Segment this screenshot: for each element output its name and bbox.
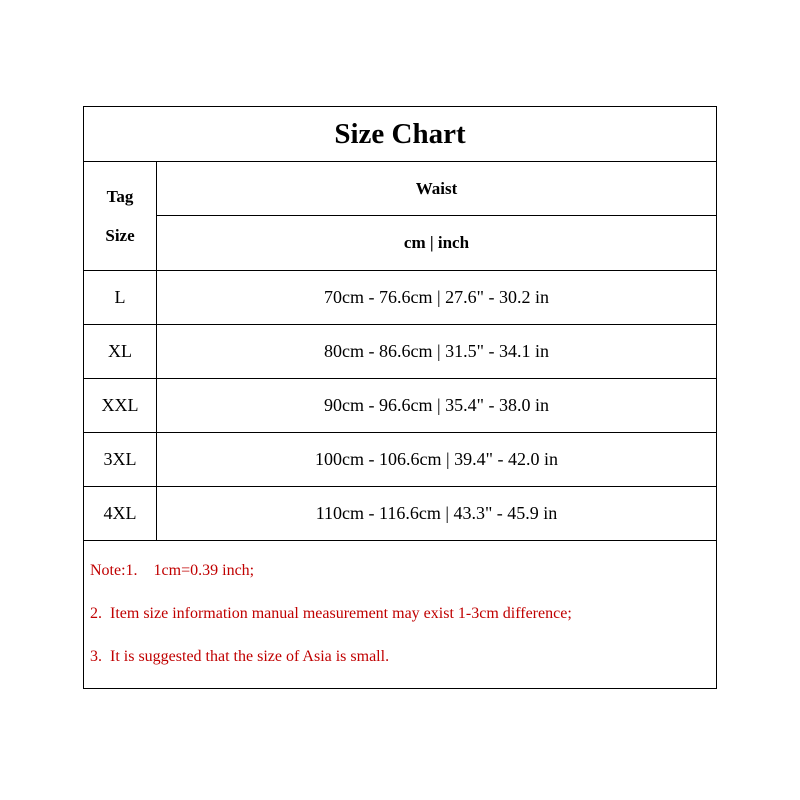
units-header: cm | inch xyxy=(403,233,470,252)
table-row xyxy=(84,271,716,325)
tag-header-line1: Tag xyxy=(106,187,134,206)
tag-size-header xyxy=(84,162,157,270)
size-cell: L xyxy=(84,271,157,324)
chart-title: Size Chart xyxy=(84,107,716,162)
size-rows xyxy=(84,271,716,541)
size-chart-table xyxy=(83,106,717,689)
waist-cell: 70cm - 76.6cm | 27.6" - 30.2 in xyxy=(324,287,549,307)
size-cell: XL xyxy=(84,325,157,378)
waist-header: Waist xyxy=(157,162,716,216)
size-cell: 3XL xyxy=(84,433,157,486)
note-line: Note:1. 1cm=0.39 inch; xyxy=(90,562,255,579)
size-cell: 4XL xyxy=(84,487,157,540)
table-row xyxy=(84,487,716,541)
note-line: 3. It is suggested that the size of Asia is small. xyxy=(90,648,390,665)
waist-cell: 90cm - 96.6cm | 35.4" - 38.0 in xyxy=(324,395,549,415)
table-row xyxy=(84,433,716,487)
waist-cell: 100cm - 106.6cm | 39.4" - 42.0 in xyxy=(315,449,558,469)
tag-header-line2: Size xyxy=(105,226,135,245)
table-header xyxy=(84,162,716,271)
waist-cell: 80cm - 86.6cm | 31.5" - 34.1 in xyxy=(324,341,549,361)
size-cell: XXL xyxy=(84,379,157,432)
waist-cell: 110cm - 116.6cm | 43.3" - 45.9 in xyxy=(315,503,558,523)
notes-section xyxy=(84,541,716,688)
note-line: 2. Item size information manual measurement may exist 1-3cm difference; xyxy=(90,605,572,622)
table-row xyxy=(84,379,716,433)
table-row xyxy=(84,325,716,379)
